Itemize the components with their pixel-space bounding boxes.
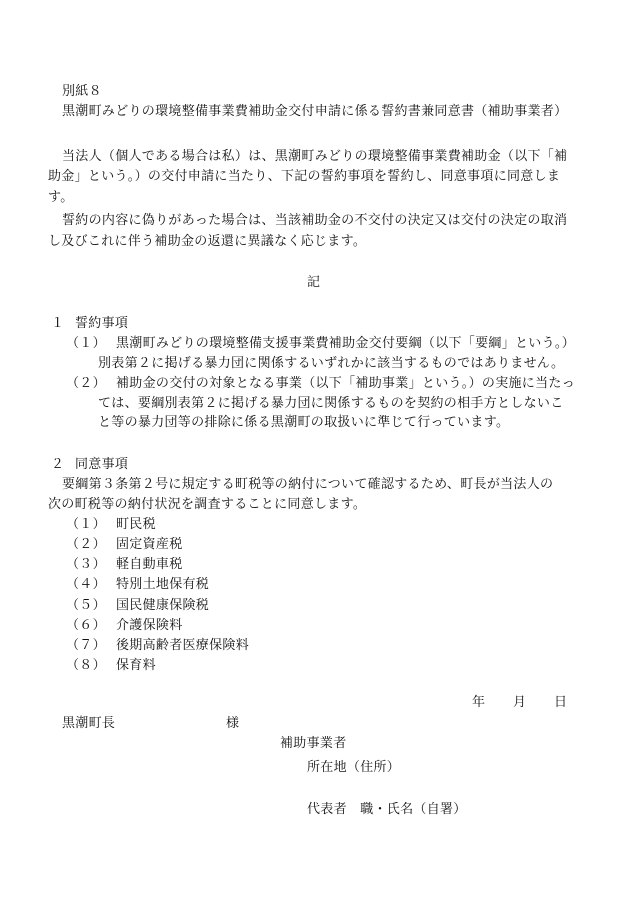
intro-text: す。	[48, 190, 74, 205]
attachment-label: 別紙８	[62, 84, 102, 99]
representative-label: 代表者 職・氏名（自署）	[307, 802, 467, 817]
ki-heading: 記	[307, 275, 321, 290]
tax-item-number: （６）	[66, 618, 106, 633]
item-text: と等の暴力団等の排除に係る黒潮町の取扱いに準じて行っています。	[98, 415, 510, 430]
date-year-label: 年	[472, 695, 486, 710]
item-text: 補助金の交付の対象となる事業（以下「補助事業」という。）の実施に当たっ	[116, 376, 576, 391]
section-number: ２	[51, 457, 65, 472]
item-text: ては、要綱別表第２に掲げる暴力団に関係するものを契約の相手方としないこ	[98, 396, 564, 411]
item-text: 黒潮町みどりの環境整備支援事業費補助金交付要綱（以下「要綱」という。）	[116, 336, 576, 351]
intro-text: 助金」という。）の交付申請に当たり、下記の誓約事項を誓約し、同意事項に同意しま	[48, 169, 561, 184]
tax-item-number: （５）	[66, 598, 106, 613]
item-number: （１）	[66, 336, 106, 351]
section-number: １	[51, 316, 65, 331]
addressee: 黒潮町長	[62, 716, 116, 731]
intro-text: し及びこれに伴う補助金の返還に異議なく応じます。	[48, 234, 367, 249]
tax-item-label: 町民税	[116, 517, 156, 532]
consent-text: 次の町税等の納付状況を調査することに同意します。	[48, 497, 367, 512]
item-number: （２）	[66, 376, 106, 391]
tax-item-number: （１）	[66, 517, 106, 532]
tax-item-label: 国民健康保険税	[116, 598, 210, 613]
date-month-label: 月	[513, 695, 527, 710]
tax-item-number: （４）	[66, 577, 106, 592]
tax-item-label: 介護保険料	[116, 618, 183, 633]
tax-item-label: 保育料	[116, 658, 156, 673]
tax-item-number: （８）	[66, 658, 106, 673]
tax-item-label: 軽自動車税	[116, 557, 183, 572]
tax-item-number: （３）	[66, 557, 106, 572]
intro-text: 当法人（個人である場合は私）は、黒潮町みどりの環境整備事業費補助金（以下「補	[62, 149, 568, 164]
address-label: 所在地（住所）	[307, 760, 401, 775]
tax-item-label: 特別土地保有税	[116, 577, 210, 592]
intro-text: 誓約の内容に偽りがあった場合は、当該補助金の不交付の決定又は交付の決定の取消	[62, 213, 568, 228]
section-heading: 誓約事項	[75, 316, 129, 331]
tax-item-label: 固定資産税	[116, 537, 183, 552]
tax-item-number: （２）	[66, 537, 106, 552]
applicant-label: 補助事業者	[280, 736, 347, 751]
date-day-label: 日	[554, 695, 568, 710]
honorific: 様	[226, 716, 240, 731]
document-title: 黒潮町みどりの環境整備事業費補助金交付申請に係る誓約書兼同意書（補助事業者）	[62, 104, 568, 119]
consent-text: 要綱第３条第２号に規定する町税等の納付について確認するため、町長が当法人の	[62, 477, 554, 492]
tax-item-number: （７）	[66, 638, 106, 653]
item-text: 別表第２に掲げる暴力団に関係するいずれかに該当するものではありません。	[98, 356, 565, 371]
section-heading: 同意事項	[75, 457, 129, 472]
tax-item-label: 後期高齢者医療保険料	[116, 638, 250, 653]
